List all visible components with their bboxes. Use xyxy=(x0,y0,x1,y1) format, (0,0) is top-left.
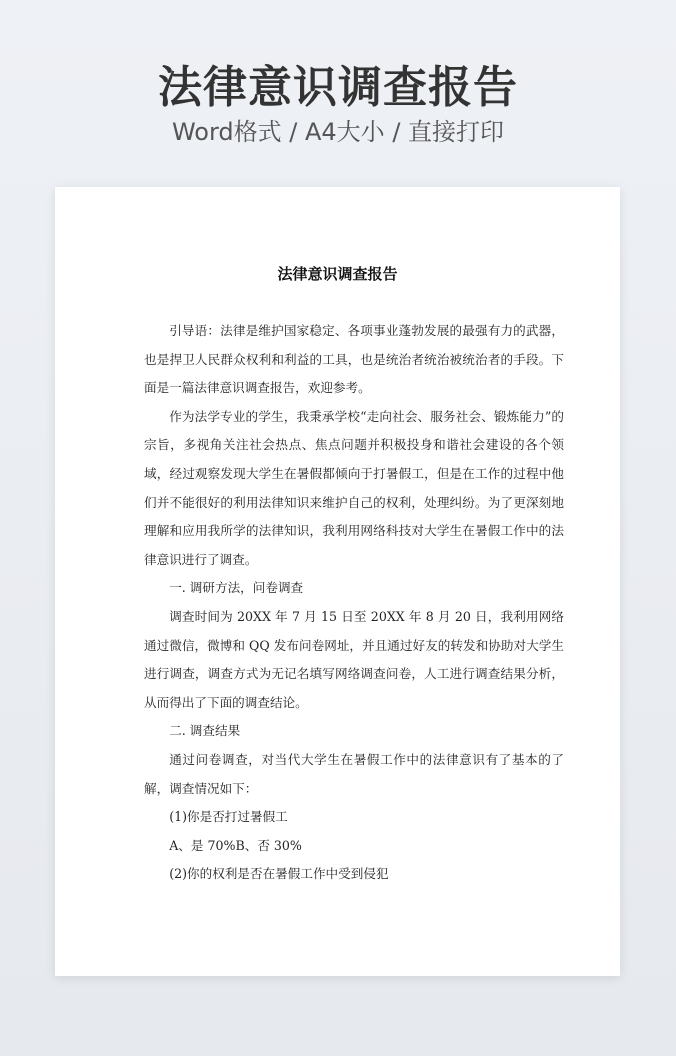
section-heading-results: 二. 调查结果 xyxy=(169,723,241,739)
paragraph-method: 调查时间为 20XX 年 7 月 15 日至 20XX 年 8 月 20 日，我利用网络通过微信，微博和 QQ 发布问卷网址，并且通过好友的转发和协助对大学生进行调查，调查方式为无记名填写网络调查问卷，人工进行调查结果分析，从而得出了下面的调查结论。 xyxy=(144,608,564,710)
answer-1: A、是 70%B、否 30% xyxy=(169,837,302,853)
document-body xyxy=(144,317,564,889)
banner-subtitle: Word格式 / A4大小 / 直接打印 xyxy=(171,118,505,146)
question-2: (2)你的权利是否在暑假工作中受到侵犯 xyxy=(169,866,389,882)
question-1: (1)你是否打过暑假工 xyxy=(169,809,288,825)
banner-title: 法律意识调查报告 xyxy=(158,62,518,113)
document-page xyxy=(55,187,620,976)
document-title: 法律意识调查报告 xyxy=(277,265,398,283)
paragraph-background: 作为法学专业的学生，我秉承学校“走向社会、服务社会、锻炼能力”的宗旨，多视角关注社会热点、焦点问题并积极投身和谐社会建设的各个领域，经过观察发现大学生在暑假都倾向于打暑假工，但是在工作的过程中他们并不能很好的利用法律知识来维护自己的权利，处理纠纷。为了更深刻地理解和应用我所学的法律知识，我利用网络科技对大学生在暑假工作中的法律意识进行了调查。 xyxy=(144,408,564,567)
paragraph-results: 通过问卷调查，对当代大学生在暑假工作中的法律意识有了基本的了解，调查情况如下： xyxy=(144,751,564,796)
section-heading-method: 一. 调研方法，问卷调查 xyxy=(169,580,304,596)
banner xyxy=(0,0,676,186)
paragraph-intro: 引导语：法律是维护国家稳定、各项事业蓬勃发展的最强有力的武器，也是捍卫人民群众权利和利益的工具，也是统治者统治被统治者的手段。下面是一篇法律意识调查报告，欢迎参考。 xyxy=(144,323,564,396)
